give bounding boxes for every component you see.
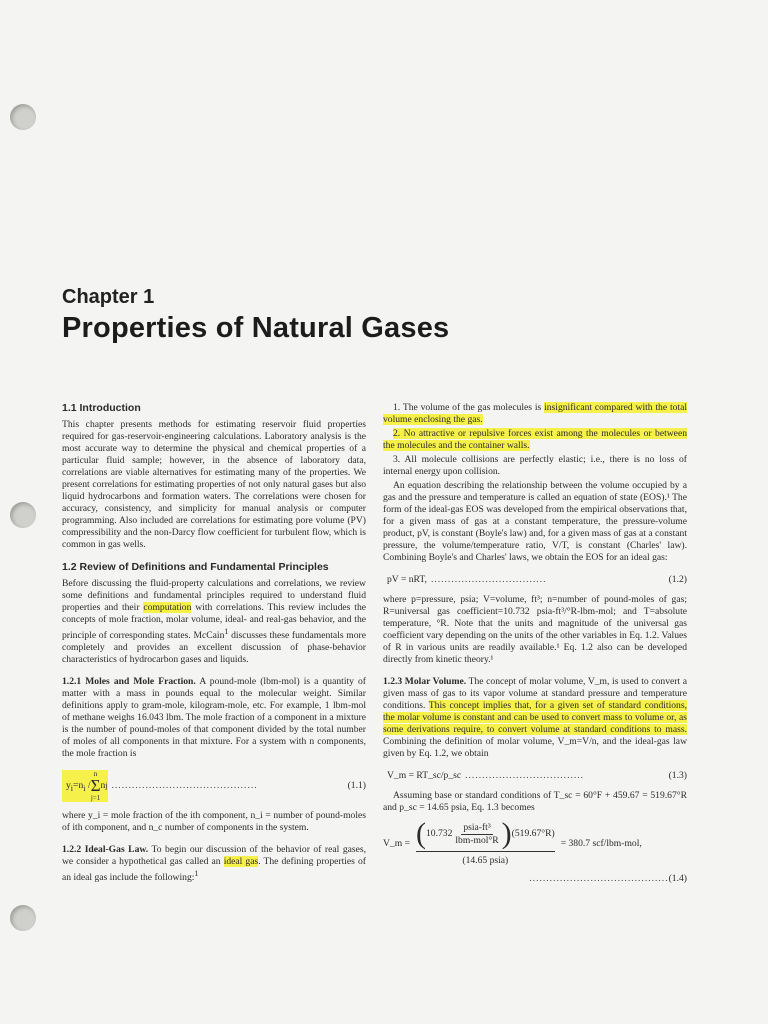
binder-hole xyxy=(10,502,36,528)
equation-number: (1.4) xyxy=(668,873,687,884)
eq14-temperature: (519.67°R) xyxy=(511,828,555,839)
eq14-result: = 380.7 scf/lbm-mol, xyxy=(560,837,642,849)
eq14-denominator: (14.65 psia) xyxy=(462,855,509,866)
binder-hole xyxy=(10,905,36,931)
eq14-lhs: V_m = xyxy=(383,837,410,849)
molar-volume-paragraph xyxy=(383,676,687,760)
eq14-coefficient: 10.732 xyxy=(426,828,453,839)
ideal-gas-property-2 xyxy=(383,428,687,452)
subsection-heading-idealgas: 1.2.2 Ideal-Gas Law. xyxy=(62,844,149,856)
eq14-units: psia-ft³ lbm-mol°R xyxy=(455,821,499,846)
highlighted-text: 2. No attractive or repulsive forces exist among the molecules or between the molecules and the container walls. xyxy=(383,428,687,451)
standard-conditions-text: Assuming base or standard conditions of T_sc = 60°F + 459.67 = 519.67°R and p_sc = 14.65 psia, Eq. 1.3 becomes xyxy=(383,790,687,813)
ideal-gas-property-3: 3. All molecule collisions are perfectly elastic; i.e., there is no loss of internal energy upon collision. xyxy=(383,454,687,477)
review-text-a: Before discussing the fluid-property calculations and correlations, we review some definitions and fundamental principles required to understand fluid properties and their xyxy=(62,578,366,613)
summation: / n Σ j=1 n j xyxy=(87,770,108,803)
idealgas-text-a: To begin our discussion of the behavior of real gases, we consider a hypothetical gas called an xyxy=(62,844,366,868)
mole-fraction-formula: $y_i=n_i$ / n Σ j=1 n j xyxy=(62,770,108,802)
dot-leader: .................................. xyxy=(430,574,547,585)
binder-hole xyxy=(10,104,36,130)
highlighted-text: This concept implies that, for a given set of standard conditions, the molar volume is constant and can be used to convert mass to volume or, as some derivations require, to convert volume at standard conditions to mass. xyxy=(383,700,687,735)
highlighted-text: insignificant compared with the total volume enclosing the gas. xyxy=(383,402,687,425)
subsection-heading-moles: 1.2.1 Moles and Mole Fraction. xyxy=(62,676,196,688)
chapter-title: Properties of Natural Gases xyxy=(62,312,450,344)
ideal-gas-law: pV = nRT, xyxy=(387,574,427,585)
dot-leader: ................................... xyxy=(465,770,585,781)
molar-volume-formula: V_m = RT_sc/p_sc xyxy=(387,770,462,781)
dot-leader: ........................................... xyxy=(111,780,258,792)
subsection-heading-molar-volume: 1.2.3 Molar Volume. xyxy=(383,676,467,687)
equation-1-4 xyxy=(383,817,687,867)
moles-paragraph xyxy=(62,676,366,760)
left-column xyxy=(62,402,366,894)
footnote-ref: 1 xyxy=(194,869,199,879)
equation-number: (1.3) xyxy=(668,770,687,781)
molar-text-b: Combining the definition of molar volume, V_m=V/n, and the ideal-gas law given by Eq. 1.2, we obtain xyxy=(383,736,687,759)
section-heading-review: 1.2 Review of Definitions and Fundamental Principles xyxy=(62,561,329,573)
eq12-where: where p=pressure, psia; V=volume, ft³; n=number of pound-moles of gas; R=universal gas coefficient=10.732 psia-ft³/°R-lbm-mol; and T=absolute temperature, °R. Note that the units and magnitude of the universal gas coefficient vary depending on the units of the other variables in Eq. 1.2. Values of R in various units are readily available.¹ Eq. 1.2 also can be developed directly from kinetic theory.¹ xyxy=(383,594,687,665)
equation-1-1 xyxy=(62,770,366,802)
right-column xyxy=(383,402,687,885)
ideal-gas-property-1: 1. The volume of the gas molecules is insignificant compared with the total volume enclosing the gas. xyxy=(383,402,687,425)
highlighted-text: computation xyxy=(143,602,192,613)
eos-paragraph: An equation describing the relationship between the volume occupied by a gas and the pressure and temperature is called an equation of state (EOS).¹ The form of the ideal-gas EOS was developed from the empirical observations that, for a given mass of gas at a constant temperature, the pressure-volume product, pV, is constant (Boyle's law) and, for a given mass of gas at a constant pressure, the volume/temperature ratio, V/T, is constant (Charles' law). Combining Boyle's and Charles' laws, we obtain the EOS for an ideal gas: xyxy=(383,480,687,563)
moles-text: A pound-mole (lbm-mol) is a quantity of matter with a mass in pounds equal to the molecular weight. Similar definitions apply to gram-mole, kilogram-mole, etc. For example, 1 lbm-mol of methane weighs 16.043 lbm. The mole fraction of a component in a mixture is the number of pound-moles of that component divided by the total number of moles of all components in that mixture. For a system with n components, the mole fraction is xyxy=(62,676,366,760)
footnote-ref: 1 xyxy=(224,627,229,636)
idealgas-paragraph xyxy=(62,844,366,884)
introduction-paragraph: This chapter presents methods for estimating reservoir fluid properties required for gas-reservoir-engineering calculations. Laboratory analysis is the most accurate way to determine the physical and chemical properties of a particular fluid sample; however, in the absence of laboratory data, correlations are viable alternatives for estimating many of the properties. We present correlations for estimating properties of not only natural gases but also liquid hydrocarbons and formation waters. The correlations were chosen for accuracy, consistency, and simplicity for manual analysis or computer programming. Also included are correlations for estimating pore volume (PV) compressibility and the non-Darcy flow coefficient for turbulent flow, which is common in gas wells. xyxy=(62,419,366,550)
highlighted-text: ideal gas xyxy=(223,856,259,868)
molar-text-a: The concept of molar volume, V_m, is used to convert a given mass of gas to its vapor volume at standard pressure and temperature conditions. xyxy=(383,676,687,711)
dot-leader: ......................................... xyxy=(529,873,669,884)
moles-where: where y_i = mole fraction of the ith component, n_i = number of pound-moles of ith component, and n_c number of components in the system. xyxy=(62,810,366,834)
equation-1-3 xyxy=(383,770,687,782)
equation-number: (1.1) xyxy=(347,780,366,792)
equation-1-4-leader xyxy=(383,873,687,885)
eq14-fraction: ( 10.732 psia-ft³ lbm-mol°R ) (519.67°R) (14.65 psia) xyxy=(416,817,555,866)
equation-1-2 xyxy=(383,574,687,586)
review-text-c: discusses these fundamentals more completely and provides an excellent discussion of phase-behavior characteristics of hydrocarbon gases and liquids. xyxy=(62,630,366,666)
equation-number: (1.2) xyxy=(668,574,687,585)
idealgas-text-b: . The defining properties of an ideal gas include the following: xyxy=(62,856,366,884)
chapter-label: Chapter 1 xyxy=(62,286,155,308)
section-heading-introduction: 1.1 Introduction xyxy=(62,402,141,414)
review-text-b: with correlations. This review includes the concepts of mole fraction, molar volume, ideal- and real-gas behavior, and the principle of corresponding states. McCain xyxy=(62,602,366,642)
review-paragraph xyxy=(62,578,366,666)
